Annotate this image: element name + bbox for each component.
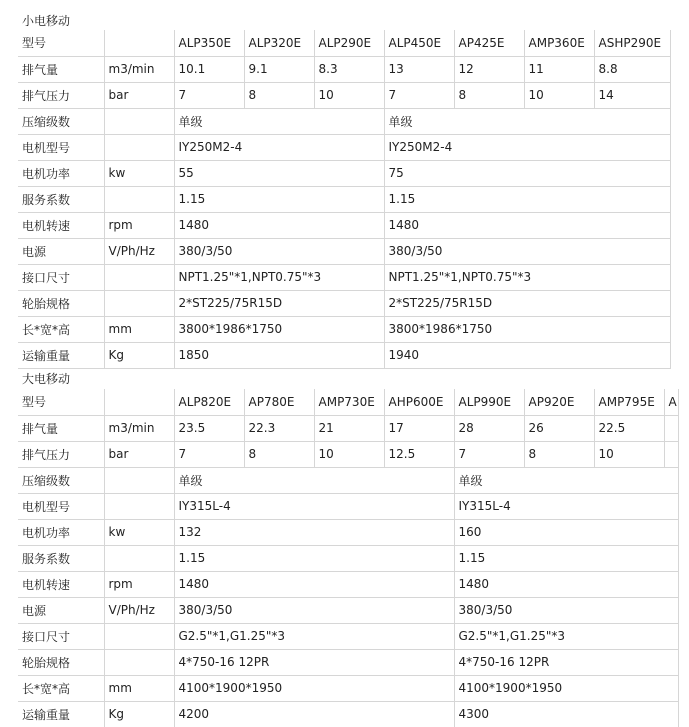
- table-row: [18, 56, 670, 82]
- row-unit: m3/min: [104, 56, 174, 82]
- group1-value-cell: 380/3/50: [174, 238, 384, 264]
- row-label: 排气压力: [18, 441, 104, 467]
- group2-value-cell: 75: [384, 160, 670, 186]
- group1-value-cell: 2*ST225/75R15D: [174, 290, 384, 316]
- model-header-cell: AP425E: [454, 30, 524, 56]
- table-row: [18, 82, 670, 108]
- row-label: 接口尺寸: [18, 264, 104, 290]
- value-cell: 8.8: [594, 56, 670, 82]
- row-unit: m3/min: [104, 415, 174, 441]
- value-cell: [664, 415, 678, 441]
- table-row: [18, 441, 678, 467]
- table-row: [18, 519, 678, 545]
- row-label: 电机转速: [18, 212, 104, 238]
- value-cell: 7: [384, 82, 454, 108]
- row-label: 电源: [18, 238, 104, 264]
- row-label: 排气量: [18, 415, 104, 441]
- table-row: [18, 316, 670, 342]
- value-cell: 23.5: [174, 415, 244, 441]
- row-label: 排气量: [18, 56, 104, 82]
- value-cell: 10: [314, 441, 384, 467]
- group1-value-cell: 1480: [174, 571, 454, 597]
- table-row: [18, 212, 670, 238]
- row-unit: mm: [104, 675, 174, 701]
- table-row: [18, 701, 678, 727]
- row-unit: mm: [104, 316, 174, 342]
- group1-value-cell: 单级: [174, 108, 384, 134]
- value-cell: 7: [174, 441, 244, 467]
- row-label: 电机功率: [18, 160, 104, 186]
- group2-value-cell: G2.5"*1,G1.25"*3: [454, 623, 678, 649]
- row-label: 运输重量: [18, 342, 104, 368]
- value-cell: 8: [524, 441, 594, 467]
- value-cell: 11: [524, 56, 594, 82]
- group1-value-cell: 1.15: [174, 186, 384, 212]
- group1-value-cell: 1850: [174, 342, 384, 368]
- group1-value-cell: NPT1.25"*1,NPT0.75"*3: [174, 264, 384, 290]
- value-cell: 8: [454, 82, 524, 108]
- group2-value-cell: 1.15: [384, 186, 670, 212]
- model-header-cell: AMP730E: [314, 389, 384, 415]
- table-row: [18, 623, 678, 649]
- value-cell: 22.3: [244, 415, 314, 441]
- value-cell: 14: [594, 82, 670, 108]
- value-cell: 21: [314, 415, 384, 441]
- value-cell: 28: [454, 415, 524, 441]
- value-cell: 12.5: [384, 441, 454, 467]
- row-label: 接口尺寸: [18, 623, 104, 649]
- row-unit: V/Ph/Hz: [104, 238, 174, 264]
- row-label: 电机功率: [18, 519, 104, 545]
- header-label-model: 型号: [18, 30, 104, 56]
- group2-value-cell: 1480: [454, 571, 678, 597]
- group2-value-cell: 4100*1900*1950: [454, 675, 678, 701]
- group2-value-cell: 380/3/50: [384, 238, 670, 264]
- value-cell: 26: [524, 415, 594, 441]
- row-unit: [104, 108, 174, 134]
- model-header-cell: ALP450E: [384, 30, 454, 56]
- group2-value-cell: IY250M2-4: [384, 134, 670, 160]
- row-label: 电机型号: [18, 134, 104, 160]
- row-unit: [104, 493, 174, 519]
- value-cell: 22.5: [594, 415, 664, 441]
- group1-value-cell: 1.15: [174, 545, 454, 571]
- table-row: [18, 264, 670, 290]
- value-cell: 7: [454, 441, 524, 467]
- group1-value-cell: 55: [174, 160, 384, 186]
- value-cell: 8: [244, 82, 314, 108]
- row-unit: Kg: [104, 342, 174, 368]
- large-mobile-section-title: 大电移动: [22, 372, 71, 386]
- row-unit: [104, 264, 174, 290]
- row-unit: bar: [104, 82, 174, 108]
- model-header-cell: ALP290E: [314, 30, 384, 56]
- table-row: [18, 493, 678, 519]
- row-unit: kw: [104, 160, 174, 186]
- row-label: 压缩级数: [18, 108, 104, 134]
- group2-value-cell: 1480: [384, 212, 670, 238]
- value-cell: 10: [594, 441, 664, 467]
- table-row: [18, 467, 678, 493]
- group2-value-cell: 3800*1986*1750: [384, 316, 670, 342]
- row-unit: rpm: [104, 212, 174, 238]
- group2-value-cell: 4300: [454, 701, 678, 727]
- table-row: [18, 238, 670, 264]
- table-row: [18, 108, 670, 134]
- header-label-model: 型号: [18, 389, 104, 415]
- row-label: 电机转速: [18, 571, 104, 597]
- table-row: [18, 160, 670, 186]
- row-label: 电源: [18, 597, 104, 623]
- group1-value-cell: 1480: [174, 212, 384, 238]
- model-header-cell: ALP990E: [454, 389, 524, 415]
- table-row: [18, 134, 670, 160]
- row-label: 电机型号: [18, 493, 104, 519]
- large-mobile-spec-table: [18, 389, 679, 727]
- group1-value-cell: 132: [174, 519, 454, 545]
- table-row: [18, 675, 678, 701]
- table-row: [18, 597, 678, 623]
- value-cell: 7: [174, 82, 244, 108]
- model-header-cell: AHP600E: [384, 389, 454, 415]
- group1-value-cell: 4*750-16 12PR: [174, 649, 454, 675]
- group2-value-cell: 单级: [384, 108, 670, 134]
- row-unit: [104, 290, 174, 316]
- model-header-cell: ALP820E: [174, 389, 244, 415]
- value-cell: 13: [384, 56, 454, 82]
- group2-value-cell: 2*ST225/75R15D: [384, 290, 670, 316]
- row-unit: rpm: [104, 571, 174, 597]
- row-label: 服务系数: [18, 545, 104, 571]
- model-header-cell: ALP350E: [174, 30, 244, 56]
- row-label: 长*宽*高: [18, 675, 104, 701]
- row-unit: bar: [104, 441, 174, 467]
- small-mobile-section-title: 小电移动: [22, 14, 71, 28]
- row-label: 运输重量: [18, 701, 104, 727]
- group1-value-cell: G2.5"*1,G1.25"*3: [174, 623, 454, 649]
- table-row: [18, 415, 678, 441]
- table-row: [18, 649, 678, 675]
- table-row: [18, 342, 670, 368]
- row-unit: kw: [104, 519, 174, 545]
- row-unit: [104, 649, 174, 675]
- table-row: [18, 389, 678, 415]
- value-cell: 10: [524, 82, 594, 108]
- header-unit: [104, 30, 174, 56]
- row-unit: [104, 545, 174, 571]
- group2-value-cell: 单级: [454, 467, 678, 493]
- row-label: 轮胎规格: [18, 649, 104, 675]
- row-unit: V/Ph/Hz: [104, 597, 174, 623]
- value-cell: 8: [244, 441, 314, 467]
- row-unit: [104, 623, 174, 649]
- model-header-cell: AP920E: [524, 389, 594, 415]
- row-label: 压缩级数: [18, 467, 104, 493]
- row-unit: [104, 467, 174, 493]
- group1-value-cell: 4200: [174, 701, 454, 727]
- model-header-cell: ASHP290E: [594, 30, 670, 56]
- row-label: 长*宽*高: [18, 316, 104, 342]
- model-header-cell: AMP360E: [524, 30, 594, 56]
- model-header-cell-clipped: A: [664, 389, 678, 415]
- model-header-cell: AP780E: [244, 389, 314, 415]
- group1-value-cell: IY250M2-4: [174, 134, 384, 160]
- group2-value-cell: NPT1.25"*1,NPT0.75"*3: [384, 264, 670, 290]
- value-cell: 9.1: [244, 56, 314, 82]
- group2-value-cell: 4*750-16 12PR: [454, 649, 678, 675]
- table-row: [18, 290, 670, 316]
- group1-value-cell: 单级: [174, 467, 454, 493]
- group2-value-cell: 1940: [384, 342, 670, 368]
- group1-value-cell: 380/3/50: [174, 597, 454, 623]
- group2-value-cell: 380/3/50: [454, 597, 678, 623]
- group1-value-cell: 4100*1900*1950: [174, 675, 454, 701]
- row-label: 服务系数: [18, 186, 104, 212]
- header-unit: [104, 389, 174, 415]
- group2-value-cell: 160: [454, 519, 678, 545]
- small-mobile-spec-table: [18, 30, 671, 369]
- table-row: [18, 571, 678, 597]
- value-cell: [664, 441, 678, 467]
- group1-value-cell: IY315L-4: [174, 493, 454, 519]
- model-header-cell: ALP320E: [244, 30, 314, 56]
- row-unit: [104, 186, 174, 212]
- row-label: 排气压力: [18, 82, 104, 108]
- row-label: 轮胎规格: [18, 290, 104, 316]
- value-cell: 12: [454, 56, 524, 82]
- group2-value-cell: 1.15: [454, 545, 678, 571]
- group2-value-cell: IY315L-4: [454, 493, 678, 519]
- value-cell: 8.3: [314, 56, 384, 82]
- value-cell: 17: [384, 415, 454, 441]
- group1-value-cell: 3800*1986*1750: [174, 316, 384, 342]
- value-cell: 10: [314, 82, 384, 108]
- table-row: [18, 30, 670, 56]
- value-cell: 10.1: [174, 56, 244, 82]
- table-row: [18, 186, 670, 212]
- table-row: [18, 545, 678, 571]
- row-unit: Kg: [104, 701, 174, 727]
- row-unit: [104, 134, 174, 160]
- model-header-cell: AMP795E: [594, 389, 664, 415]
